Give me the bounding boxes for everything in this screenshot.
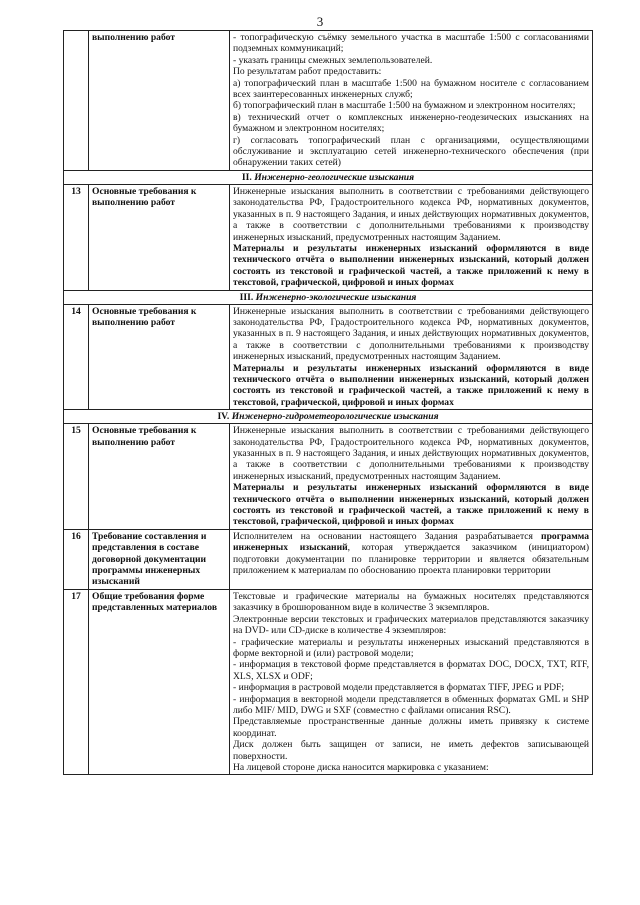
table-row [64,304,593,410]
requirements-table [63,30,593,775]
table-row [64,31,593,171]
requirement-name: Основные требования к выполнению работ [89,304,230,410]
table-row [64,184,593,290]
content-line: - графические материалы и результаты инженерных изысканий представляются в форме векторной и (или) растровой модели; [233,636,589,659]
content-line: а) топографический план в масштабе 1:500 на бумажном носителе с согласованием всех заинтересованных инженерных служб; [233,77,589,101]
section-row [64,290,593,304]
row-number: 17 [64,589,89,775]
content-line: - указать границы смежных землепользователей. [233,54,433,66]
requirement-content [230,529,593,589]
row-number: 13 [64,184,89,290]
content-bold-text: Материалы и результаты инженерных изысканий оформляются в виде технического отчёта о выполнении инженерных изысканий, который должен состоять из текстовой и графической частей, а также приложений к нему в текстовой, графической, цифровой и иных формах [233,482,589,528]
content-line: На лицевой стороне диска наносится маркировка с указанием: [233,761,489,773]
table-row [64,529,593,589]
section-heading [64,290,593,304]
row-number: 14 [64,304,89,410]
content-line: - информация в текстовой форме представляется в форматах DOC, DOCX, TXT, RTF, XLS, XLSX и ODF; [233,659,589,682]
table-row [64,424,593,530]
content-line: - топографическую съёмку земельного участка в масштабе 1:500 с согласованиями подземных коммуникаций; [233,32,589,55]
section-title: Инженерно-экологические изыскания [255,291,417,303]
row-number: 16 [64,529,89,589]
requirement-name: Общие требования форме представленных материалов [89,589,230,775]
content-line: Электронные версии текстовых и графических материалов представляются заказчику на DVD- или CD-диске в количестве 4 экземпляров: [233,613,589,637]
content-text: Инженерные изыскания выполнить в соответствии с требованиями действующего законодательства РФ, Градостроительного кодекса РФ, нормативных документов, указанных в п. 9 настоящего Задания, и иных действующих нормативных документов, а также в соответствии с дополнительными требованиями к производству инженерных изысканий, предусмотренных настоящим Заданием. [233,425,589,482]
section-title: Инженерно-геологические изыскания [254,171,415,183]
section-row [64,170,593,184]
content-bold-text: Материалы и результаты инженерных изысканий оформляются в виде технического отчёта о выполнении инженерных изысканий, который должен состоять из текстовой и графической частей, а также приложений к нему в текстовой, графической, цифровой и иных формах [233,362,589,408]
content-line: По результатам работ предоставить: [233,66,382,78]
content-line: - информация в растровой модели представляется в форматах TIFF, JPEG и PDF; [233,682,565,694]
content-line: - информация в векторной модели представляется в обменных форматах GML и SHP либо MIF/ MID, DWG и SXF (совместно с файлами описания RSC). [233,693,589,716]
table-row [64,589,593,775]
requirement-content [230,589,593,775]
content-bold-text: Материалы и результаты инженерных изысканий оформляются в виде технического отчёта о выполнении инженерных изысканий, который должен состоять из текстовой и графической частей, а также приложений к нему в текстовой, графической, цифровой и иных формах [233,242,589,289]
requirement-name: Требование составления и представления в составе договорной документации программы инженерных изысканий [89,529,230,589]
content-line: б) топографический план в масштабе 1:500 на бумажном и электронном носителях; [233,100,576,112]
content-bold-text: программа инженерных изысканий [233,530,589,554]
row-number: 15 [64,424,89,530]
content-line: Текстовые и графические материалы на бумажных носителях представляются заказчику в брошюрованном виде в количестве 3 экземпляров. [233,590,589,614]
section-numeral: II. [241,171,252,183]
page-number: 3 [316,14,324,29]
requirement-content [230,31,593,171]
section-row [64,410,593,424]
content-text: , которая утверждается заказчиком (инициатором) подготовки документации по планировке территории и является обязательным приложением к материалам по обоснованию проекта планировки территории [233,542,590,577]
content-text: Инженерные изыскания выполнить в соответствии с требованиями действующего законодательства РФ, Градостроительного кодекса РФ, нормативных документов, указанных в п. 9 настоящего Задания, и иных действующих нормативных документов, а также в соответствии с дополнительными требованиями к производству инженерных изысканий, предусмотренных настоящим Заданием. [233,185,589,243]
section-heading [64,410,593,424]
requirement-name: Основные требования к выполнению работ [89,184,230,290]
content-line: Диск должен быть защищен от записи, не иметь дефектов записывающей поверхности. [233,739,589,762]
requirement-name: Основные требования к выполнению работ [89,424,230,530]
section-title: Инженерно-гидрометеорологические изыскания [231,411,439,423]
row-number [64,31,89,171]
content-line: в) технический отчет о комплексных инженерно-геодезических изысканиях на бумажном и электронном носителях; [233,111,589,135]
content-line: Представляемые пространственные данные должны иметь привязку к системе координат. [233,716,589,739]
section-numeral: III. [239,291,254,303]
content-text: Инженерные изыскания выполнить в соответствии с требованиями действующего законодательства РФ, Градостроительного кодекса РФ, нормативных документов, указанных в п. 9 настоящего Задания, и иных действующих нормативных документов, а также в соответствии с дополнительными требованиями к производству инженерных изысканий, предусмотренных настоящим Заданием. [233,305,589,363]
requirement-content [230,424,593,530]
section-heading [64,170,593,184]
content-line: г) согласовать топографический план с организациями, осуществляющими обслуживание и эксплуатацию сетей инженерно-технического обеспечения (при обнаружении таких сетей) [233,134,589,169]
requirement-name: выполнению работ [89,31,230,171]
content-text: Исполнителем на основании настоящего Задания разрабатывается [233,530,542,542]
requirement-content [230,184,593,290]
requirement-content [230,304,593,410]
section-numeral: IV. [217,411,230,423]
